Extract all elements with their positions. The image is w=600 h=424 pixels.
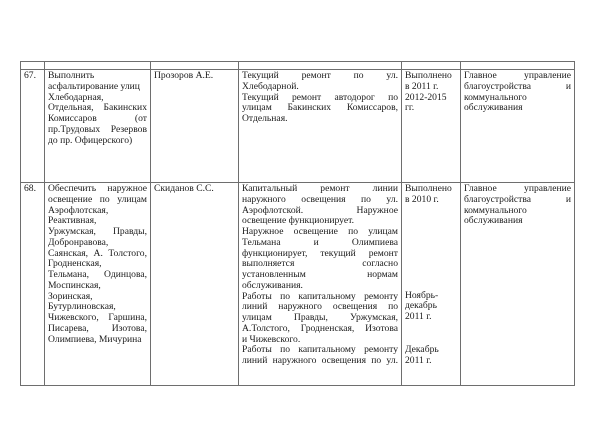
- status-line: Выполнено: [405, 183, 452, 194]
- task-line: Олимпиева, Мичурина: [48, 333, 142, 345]
- status-line: Ноябрь-: [405, 289, 439, 301]
- task-line: Обеспечить наружное: [48, 183, 147, 194]
- responsible-cell: Прозоров А.Е.: [151, 70, 239, 183]
- task-line: Писарева, Изотова,: [48, 322, 147, 334]
- progress-line: освещение функционирует.: [242, 215, 354, 227]
- status-line: Выполнено: [405, 70, 452, 81]
- task-cell: [45, 70, 151, 183]
- progress-line: Отдельная.: [242, 113, 288, 124]
- row-number: 68.: [21, 183, 45, 386]
- department-line: Главное управление: [464, 183, 571, 194]
- department-line: благоустройства и: [464, 193, 571, 205]
- status-line: декабрь: [405, 300, 437, 312]
- progress-line: А.Толстого, Гродненская, Изотова: [242, 322, 398, 334]
- task-line: асфальтирование улиц: [48, 80, 140, 92]
- progress-line: Наружное освещение по улицам: [242, 226, 398, 237]
- progress-line: линий наружного освещения по ул.: [242, 355, 398, 366]
- document-table: [20, 61, 575, 386]
- progress-line: и Чижевского.: [242, 333, 301, 345]
- task-line: Хлебодарная,: [48, 91, 104, 103]
- task-line: до пр. Офицерского): [48, 134, 133, 146]
- department-line: обслуживания: [464, 215, 523, 227]
- task-line: Моспинская,: [48, 279, 101, 291]
- progress-line: Текущий ремонт автодорог по: [242, 91, 398, 103]
- progress-line: выполняется согласно: [242, 258, 398, 270]
- progress-line: Аэрофлотской. Наружное: [242, 204, 398, 216]
- task-cell: [45, 183, 151, 386]
- status-cell: [402, 70, 461, 183]
- progress-line: функционирует, текущий ремонт: [242, 247, 398, 259]
- table-header-spacer-row: [21, 62, 575, 70]
- progress-line: Работы по капитальному ремонту: [242, 290, 398, 302]
- department-line: коммунального: [464, 204, 527, 216]
- department-line: Главное управление: [464, 70, 571, 81]
- progress-line: линий наружного освещения по: [242, 301, 398, 313]
- progress-line: Работы по капитальному ремонту: [242, 344, 398, 356]
- status-cell: [402, 183, 461, 386]
- row-number: 67.: [21, 70, 45, 183]
- progress-line: Капитальный ремонт линии: [242, 183, 398, 194]
- progress-line: обслуживания.: [242, 279, 303, 291]
- progress-line: Тельмана и Олимпиева: [242, 236, 398, 248]
- status-line: 2011 г.: [405, 354, 432, 366]
- department-cell: [461, 70, 575, 183]
- task-line: Комиссаров (от: [48, 113, 147, 124]
- progress-line: Хлебодарной.: [242, 80, 299, 92]
- task-line: Реактивная,: [48, 215, 97, 227]
- table-row-67: [21, 70, 575, 183]
- status-line: 2011 г.: [405, 311, 432, 322]
- department-line: обслуживания: [464, 102, 523, 114]
- table-row-68: [21, 183, 575, 386]
- status-line: 2012-2015: [405, 91, 447, 103]
- task-line: освещение по улицам: [48, 193, 147, 205]
- progress-line: улицам Бакинских Комиссаров,: [242, 102, 398, 114]
- task-line: Выполнить: [48, 70, 95, 81]
- progress-cell: [239, 70, 402, 183]
- status-line: Декабрь: [405, 343, 439, 355]
- progress-cell: [239, 183, 402, 386]
- task-line: Уржумская, Правды,: [48, 226, 147, 237]
- task-line: Зоринская,: [48, 290, 93, 302]
- task-line: Гродненская,: [48, 258, 102, 270]
- status-line: гг.: [405, 102, 415, 114]
- department-cell: [461, 183, 575, 386]
- task-line: Добронравова,: [48, 236, 109, 248]
- task-line: Чижевского, Гаршина,: [48, 312, 147, 323]
- task-line: Саянская, А. Толстого,: [48, 247, 147, 259]
- progress-line: установленным нормам: [242, 269, 398, 280]
- task-line: Тельмана, Одинцова,: [48, 269, 147, 280]
- progress-line: наружного освещения по ул.: [242, 193, 398, 205]
- responsible-cell: Скиданов С.С.: [151, 183, 239, 386]
- progress-line: Текущий ремонт по ул.: [242, 70, 398, 81]
- progress-line: улицам Правды, Уржумская,: [242, 312, 398, 323]
- department-line: коммунального: [464, 91, 527, 103]
- task-line: Аэрофлотская,: [48, 204, 109, 216]
- status-line: в 2011 г.: [405, 80, 439, 92]
- task-line: Отдельная, Бакинских: [48, 102, 147, 114]
- task-line: пр.Трудовых Резервов: [48, 123, 147, 135]
- task-line: Бутурлиновская,: [48, 301, 116, 313]
- status-line: в 2010 г.: [405, 193, 439, 205]
- department-line: благоустройства и: [464, 80, 571, 92]
